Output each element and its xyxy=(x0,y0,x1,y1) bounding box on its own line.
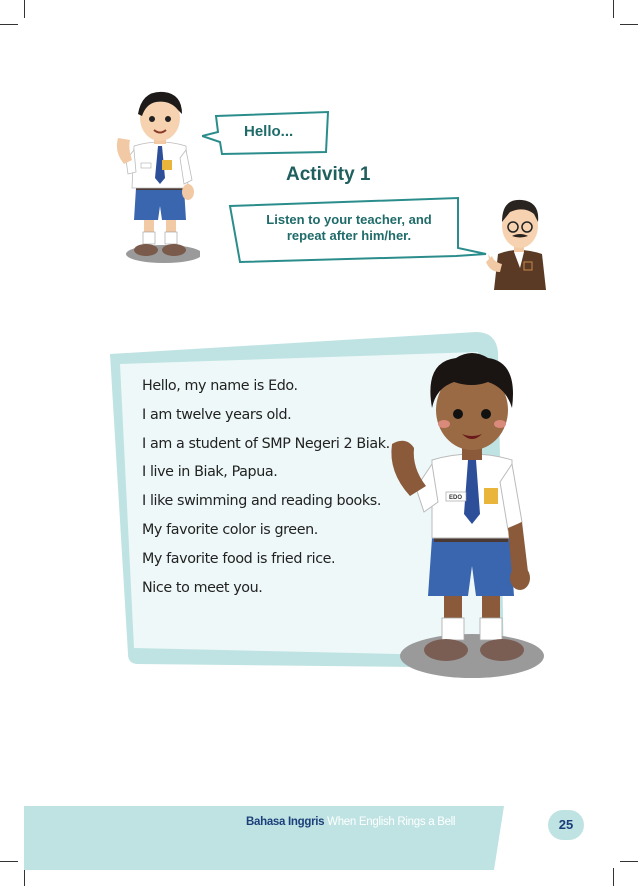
edo-student-illustration xyxy=(388,352,548,682)
passage-line: My favorite color is green. xyxy=(142,521,318,538)
activity-title: Activity 1 xyxy=(286,164,371,185)
crop-mark xyxy=(613,868,614,886)
passage-line: Hello, my name is Edo. xyxy=(142,378,298,394)
instruction-line-1: Listen to your teacher, and xyxy=(266,212,432,227)
crop-mark xyxy=(620,24,638,25)
passage-line: I live in Biak, Papua. xyxy=(142,464,278,481)
passage-line: I am twelve years old. xyxy=(142,406,292,423)
crop-mark xyxy=(24,0,25,18)
passage-line: I am a student of SMP Negeri 2 Biak. xyxy=(142,435,390,452)
name-badge-text: EDO xyxy=(449,495,463,501)
teacher-illustration xyxy=(484,194,550,290)
footer-book-title xyxy=(246,816,455,828)
passage-line: My favorite food is fried rice. xyxy=(142,550,336,567)
crop-mark xyxy=(24,868,25,886)
instruction-line-2: repeat after him/her. xyxy=(286,228,412,243)
crop-mark xyxy=(620,861,638,862)
crop-mark xyxy=(0,24,18,25)
student-boy-illustration xyxy=(108,88,200,268)
footer-book-subtitle: When English Rings a Bell xyxy=(327,816,456,828)
crop-mark xyxy=(613,0,614,18)
footer-book-name: Bahasa Inggris xyxy=(246,816,325,828)
passage-line: Nice to meet you. xyxy=(142,579,263,596)
greeting-text: Hello... xyxy=(244,123,294,140)
instruction-text xyxy=(259,212,439,244)
crop-mark xyxy=(0,861,18,862)
page-number: 25 xyxy=(548,810,584,840)
passage-text xyxy=(142,372,402,602)
passage-line: I like swimming and reading books. xyxy=(142,493,381,510)
